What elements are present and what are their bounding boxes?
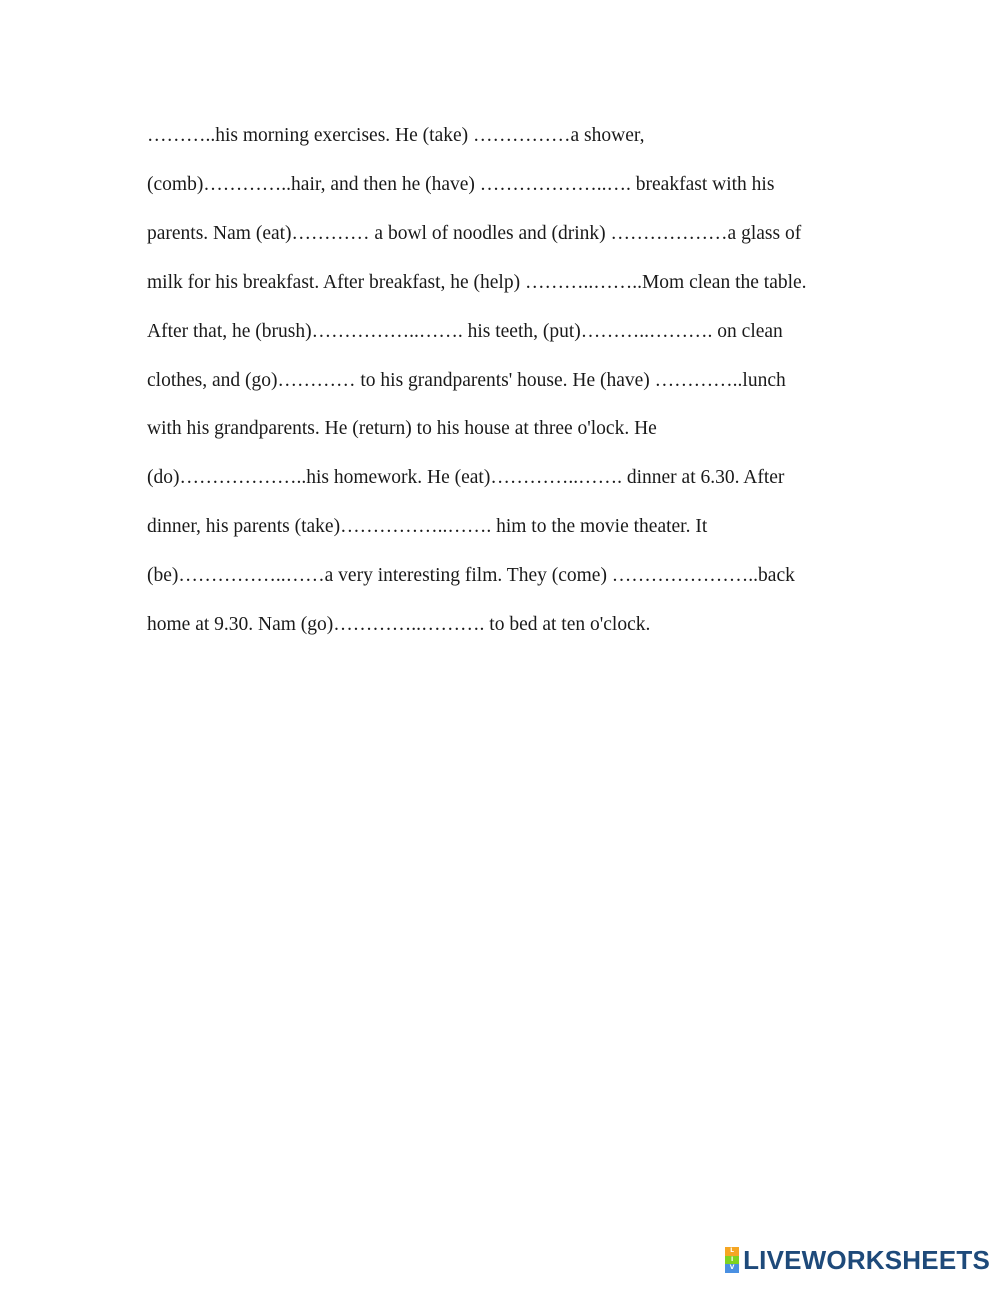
text-line: clothes, and (go)………… to his grandparents' house. He (have) …………..lunch [147,369,786,391]
text-line: milk for his breakfast. After breakfast, he (help) ………..……..Mom clean the table. [147,271,807,293]
logo-mark-letter: I [725,1256,739,1265]
logo-mark-letter: L [725,1247,739,1256]
text-line: (be)……………..……a very interesting film. They (come) …………………..back [147,565,795,587]
text-line: (do)………………..his homework. He (eat)…………..……. dinner at 6.30. After [147,467,785,489]
text-line: ………..his morning exercises. He (take) ……………a shower, [147,125,645,146]
text-line: parents. Nam (eat)………… a bowl of noodles and (drink) ………………a glass of [147,222,802,244]
logo-text: LIVEWORKSHEETS [743,1245,990,1275]
text-line: After that, he (brush)……………..……. his teeth, (put)………..………. on clean [147,320,783,342]
text-line: dinner, his parents (take)……………..……. him to the movie theater. It [147,516,708,538]
liveworksheets-logo [725,1247,990,1273]
text-line: (comb)…………..hair, and then he (have) ………………..…. breakfast with his [147,173,775,195]
text-line: home at 9.30. Nam (go)…………..………. to bed at ten o'clock. [147,614,651,636]
text-line: with his grandparents. He (return) to his house at three o'lock. He [147,418,657,440]
worksheet-paragraph [147,112,887,650]
logo-mark-letter: V [725,1264,739,1273]
logo-mark-icon [725,1247,739,1273]
